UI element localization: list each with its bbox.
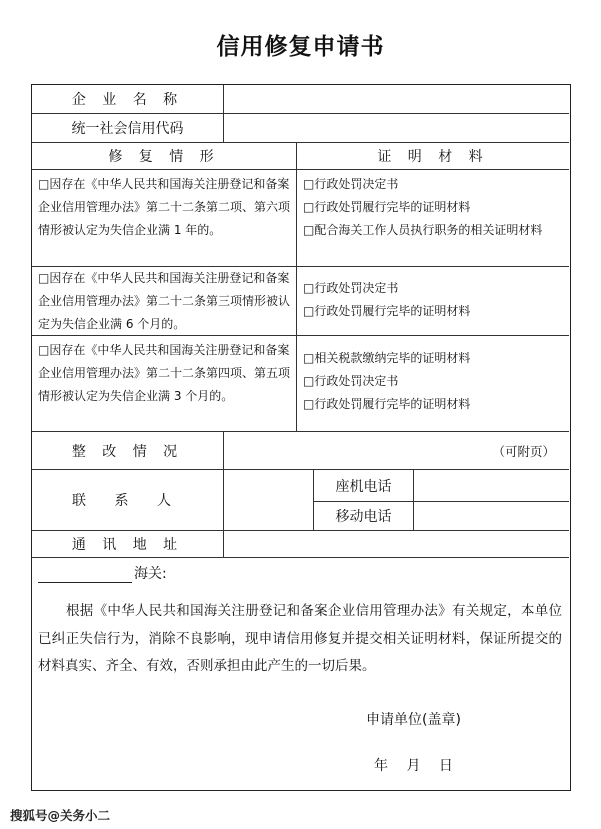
row-divider [32,169,569,170]
rectification-label: 整 改 情 况 [71,443,184,460]
company-name-label: 企 业 名 称 [71,92,184,108]
credit-code-field[interactable] [224,114,569,142]
rectification-field[interactable] [224,432,569,469]
material-item[interactable]: □相关税款缴纳完毕的证明材料 [303,351,471,365]
application-form [31,84,571,791]
landline-field[interactable] [414,470,569,501]
mobile-label: 移动电话 [335,509,392,525]
material-item[interactable]: □行政处罚决定书 [303,281,399,295]
material-item[interactable]: □行政处罚履行完毕的证明材料 [303,304,471,318]
customs-addressee [38,563,167,583]
row-divider [32,557,569,558]
materials-list-3 [297,347,569,429]
company-name-field[interactable] [224,85,569,113]
page-title: 信用修复申请书 [216,33,385,60]
address-label: 通 讯 地 址 [71,537,184,553]
repair-situation-header: 修 复 情 形 [108,149,220,165]
applicant-seal-label: 申请单位(盖章) [366,712,461,728]
customs-suffix: 海关: [134,566,167,582]
watermark: 搜狐号@关务小二 [10,808,111,823]
materials-list-1 [297,173,569,266]
repair-case-1[interactable]: □因存在《中华人民共和国海关注册登记和备案企业信用管理办法》第二十二条第二项、第六项情形被认定为失信企业满 1 年的。 [38,177,291,237]
material-item[interactable]: □配合海关工作人员执行职务的相关证明材料 [303,223,543,237]
customs-name-blank[interactable] [38,566,132,583]
attachment-note: （可附页） [492,443,555,459]
repair-case-2[interactable]: □因存在《中华人民共和国海关注册登记和备案企业信用管理办法》第二十二条第三项情形被认定为失信企业满 6 个月的。 [38,271,291,331]
mobile-field[interactable] [414,502,569,530]
address-field[interactable] [224,531,569,557]
repair-case-3[interactable]: □因存在《中华人民共和国海关注册登记和备案企业信用管理办法》第二十二条第四项、第五项情形被认定为失信企业满 3 个月的。 [38,343,291,403]
proof-materials-header: 证 明 材 料 [377,149,489,165]
contact-person-field[interactable] [224,470,313,530]
date-label: 年 月 日 [374,758,453,774]
material-item[interactable]: □行政处罚履行完毕的证明材料 [303,397,471,411]
landline-label: 座机电话 [335,478,392,495]
declaration-body: 根据《中华人民共和国海关注册登记和备案企业信用管理办法》有关规定，本单位已纠正失信行为，消除不良影响，现申请信用修复并提交相关证明材料，保证所提交的材料真实、齐全、有效，否则承担由此产生的一切后果。 [38,603,562,674]
material-item[interactable]: □行政处罚决定书 [303,177,399,191]
materials-list-2 [297,277,569,333]
contact-person-label: 联 系 人 [72,493,183,509]
material-item[interactable]: □行政处罚决定书 [303,374,399,388]
credit-code-label: 统一社会信用代码 [71,121,184,137]
material-item[interactable]: □行政处罚履行完毕的证明材料 [303,200,471,214]
